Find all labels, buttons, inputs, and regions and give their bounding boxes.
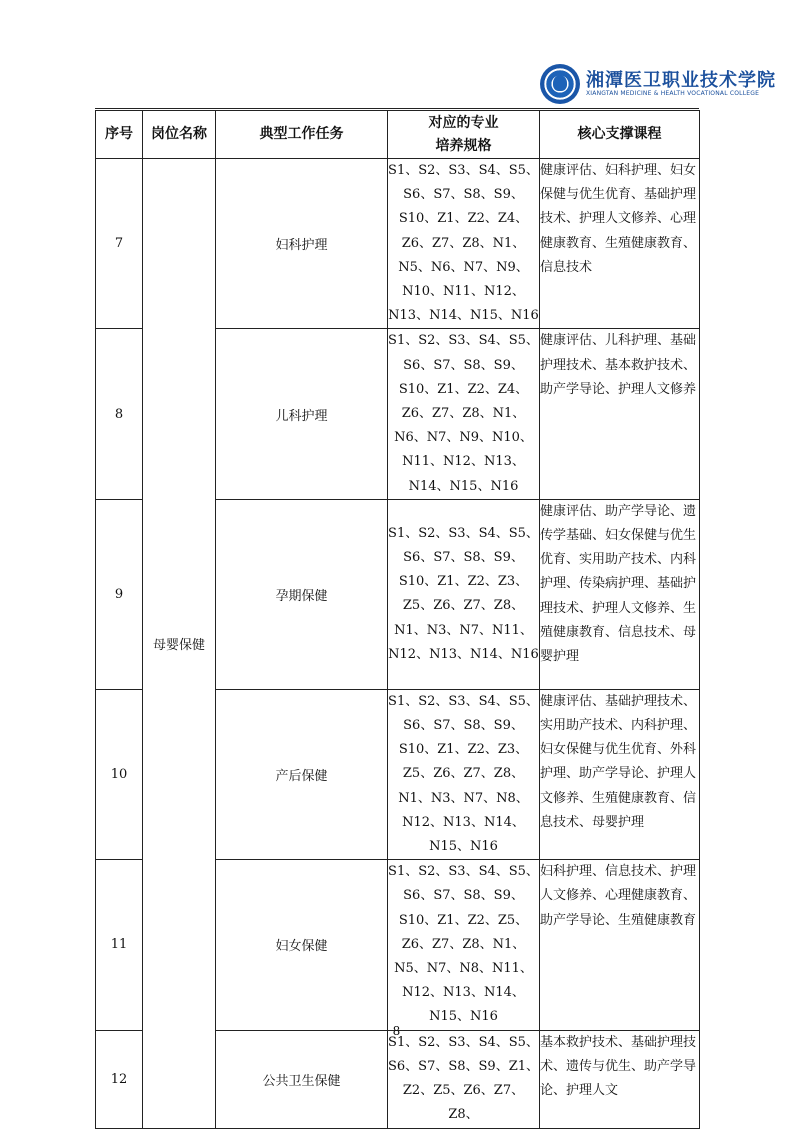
row-courses: 基本救护技术、基础护理技术、遗传与优生、助产学导论、护理人文 — [540, 1030, 700, 1128]
row-courses: 妇科护理、信息技术、护理人文修养、心理健康教育、助产学导论、生殖健康教育 — [540, 860, 700, 1030]
row-courses: 健康评估、基础护理技术、实用助产技术、内科护理、妇女保健与优生优育、外科护理、助产学导论、护理人文修养、生殖健康教育、信息技术、母婴护理 — [540, 689, 700, 859]
row-num: 9 — [96, 499, 143, 689]
header-spec-line2: 培养规格 — [435, 137, 492, 154]
row-courses: 健康评估、儿科护理、基础护理技术、基本救护技术、助产学导论、护理人文修养 — [540, 329, 700, 499]
header-course: 核心支撑课程 — [540, 111, 700, 159]
header-spec — [388, 111, 540, 159]
header-spec-line1: 对应的专业 — [428, 114, 499, 131]
row-spec: S1、S2、S3、S4、S5、S6、S7、S8、S9、Z1、Z2、Z5、Z6、Z7、Z8、 — [388, 1030, 540, 1128]
college-emblem-icon — [540, 64, 580, 104]
table-row — [96, 159, 700, 329]
school-name-en: XIANGTAN MEDICINE & HEALTH VOCATIONAL COLLEGE — [586, 90, 760, 97]
row-task: 产后保健 — [216, 689, 388, 859]
row-num: 10 — [96, 689, 143, 859]
row-courses: 健康评估、助产学导论、遗传学基础、妇女保健与优生优育、实用助产技术、内科护理、传染病护理、基础护理技术、护理人文修养、生殖健康教育、信息技术、母婴护理 — [540, 499, 700, 689]
row-task: 孕期保健 — [216, 499, 388, 689]
header-num: 序号 — [96, 111, 143, 159]
header-rule — [95, 108, 699, 109]
school-name-cn: 湘潭医卫职业技术学院 — [586, 70, 776, 91]
header-post: 岗位名称 — [143, 111, 216, 159]
row-task: 儿科护理 — [216, 329, 388, 499]
training-table — [95, 110, 700, 1129]
row-task: 妇女保健 — [216, 860, 388, 1030]
page-number: 8 — [392, 1024, 401, 1038]
college-logo — [540, 64, 776, 108]
row-spec: S1、S2、S3、S4、S5、S6、S7、S8、S9、S10、Z1、Z2、Z5、Z6、Z7、Z8、N1、N5、N7、N8、N11、N12、N13、N14、N15、N16 — [388, 860, 540, 1030]
row-spec: S1、S2、S3、S4、S5、S6、S7、S8、S9、S10、Z1、Z2、Z3、Z5、Z6、Z7、Z8、N1、N3、N7、N11、N12、N13、N14、N16 — [388, 499, 540, 689]
row-task: 妇科护理 — [216, 159, 388, 329]
row-num: 8 — [96, 329, 143, 499]
table-header-row — [96, 111, 700, 159]
row-courses: 健康评估、妇科护理、妇女保健与优生优育、基础护理技术、护理人文修养、心理健康教育、生殖健康教育、信息技术 — [540, 159, 700, 329]
row-spec: S1、S2、S3、S4、S5、S6、S7、S8、S9、S10、Z1、Z2、Z4、Z6、Z7、Z8、N1、N5、N6、N7、N9、N10、N11、N12、N13、N14、N15、N16 — [388, 159, 540, 329]
row-num: 7 — [96, 159, 143, 329]
post-name-cell: 母婴保健 — [143, 159, 216, 1129]
row-task: 公共卫生保健 — [216, 1030, 388, 1128]
row-num: 11 — [96, 860, 143, 1030]
row-spec: S1、S2、S3、S4、S5、S6、S7、S8、S9、S10、Z1、Z2、Z4、Z6、Z7、Z8、N1、N6、N7、N9、N10、N11、N12、N13、N14、N15、N16 — [388, 329, 540, 499]
row-spec: S1、S2、S3、S4、S5、S6、S7、S8、S9、S10、Z1、Z2、Z3、Z5、Z6、Z7、Z8、N1、N3、N7、N8、N12、N13、N14、N15、N16 — [388, 689, 540, 859]
header-task: 典型工作任务 — [216, 111, 388, 159]
row-num: 12 — [96, 1030, 143, 1128]
